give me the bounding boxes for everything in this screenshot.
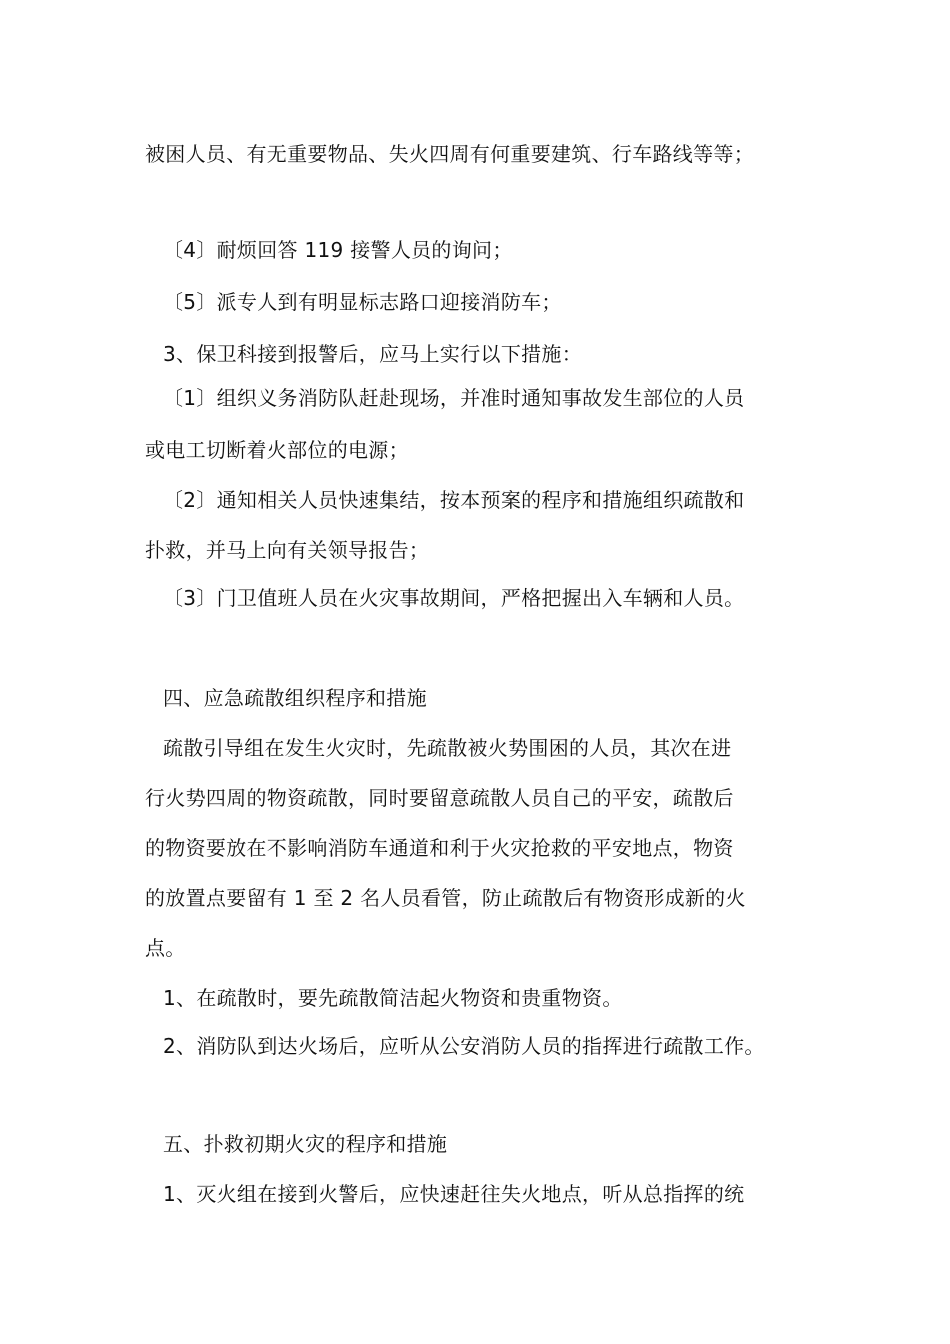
section-heading: 五、扑救初期火灾的程序和措施 [163,1132,448,1156]
text-line: 〔3〕门卫值班人员在火灾事故期间，严格把握出入车辆和人员。 [163,586,745,610]
text-line: 或电工切断着火部位的电源； [145,438,409,462]
text-line: 2、消防队到达火场后，应听从公安消防人员的指挥进行疏散工作。 [163,1034,765,1058]
text-line: 点。 [145,936,186,960]
text-line: 行火势四周的物资疏散，同时要留意疏散人员自己的平安，疏散后 [145,786,734,810]
text-line: 〔4〕耐烦回答 119 接警人员的询问； [163,238,513,262]
text-line: 扑救，并马上向有关领导报告； [145,538,430,562]
text-line: 3、保卫科接到报警后，应马上实行以下措施： [163,342,583,366]
text-line: 的放置点要留有 1 至 2 名人员看管，防止疏散后有物资形成新的火 [145,886,746,910]
text-line: 1、灭火组在接到火警后，应快速赶往失火地点，听从总指挥的统 [163,1182,745,1206]
text-line: 1、在疏散时，要先疏散简洁起火物资和贵重物资。 [163,986,623,1010]
text-line: 疏散引导组在发生火灾时，先疏散被火势围困的人员，其次在进 [163,736,732,760]
text-line: 〔5〕派专人到有明显标志路口迎接消防车； [163,290,562,314]
text-line: 被困人员、有无重要物品、失火四周有何重要建筑、行车路线等等； [145,142,754,166]
section-heading: 四、应急疏散组织程序和措施 [163,686,427,710]
text-line: 〔2〕通知相关人员快速集结，按本预案的程序和措施组织疏散和 [163,488,745,512]
text-line: 的物资要放在不影响消防车通道和利于火灾抢救的平安地点，物资 [145,836,734,860]
text-line: 〔1〕组织义务消防队赶赴现场，并准时通知事故发生部位的人员 [163,386,745,410]
